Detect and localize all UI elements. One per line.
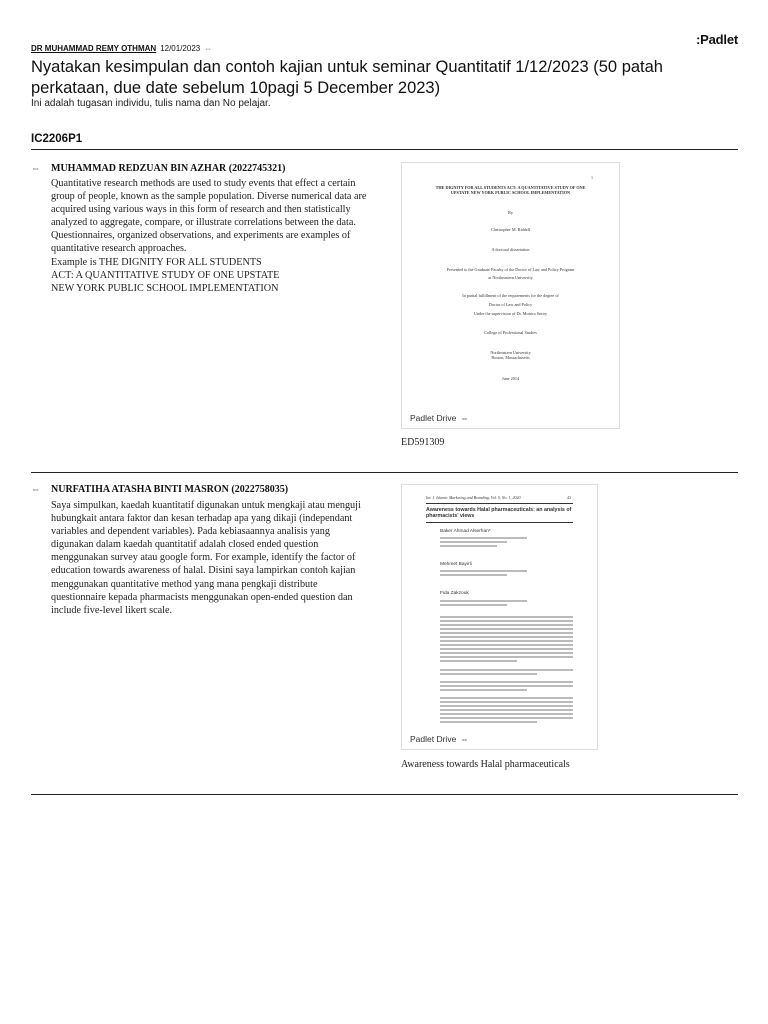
doc-author: Mehmet Bayirli	[440, 562, 472, 567]
doc-text-line	[440, 669, 573, 671]
doc-text-line	[440, 644, 573, 646]
post-divider	[31, 794, 738, 795]
padlet-drive-label[interactable]	[408, 733, 471, 745]
doc-text-line	[440, 541, 507, 543]
doc-line: June 2014	[501, 376, 520, 381]
doc-text-line	[440, 701, 573, 703]
doc-text-line	[440, 624, 573, 626]
post-date: 12/01/2023	[160, 44, 201, 53]
section-divider	[31, 149, 738, 150]
doc-line: Christopher M. Riddell	[491, 227, 530, 232]
doc-text-line	[440, 709, 573, 711]
doc-text-line	[440, 574, 507, 576]
post-card[interactable]	[31, 484, 738, 784]
doc-line: Boston, Massachusetts	[491, 355, 530, 360]
link-icon[interactable]: ⇔	[31, 484, 40, 494]
doc-text-line	[440, 721, 537, 723]
doc-line: A doctoral dissertation	[491, 247, 530, 252]
padlet-drive-label[interactable]	[408, 412, 471, 424]
post-meta	[31, 44, 212, 53]
link-icon: ⇔	[460, 734, 469, 744]
attachment-caption[interactable]: ED591309	[401, 437, 445, 448]
link-icon[interactable]: ⇔	[204, 44, 213, 53]
link-icon[interactable]: ⇔	[31, 163, 40, 173]
doc-line: THE DIGNITY FOR ALL STUDENTS ACT: A QUANTITATIVE STUDY OF ONE	[435, 185, 586, 190]
author-link[interactable]: DR MUHAMMAD REMY OTHMAN	[31, 44, 157, 53]
doc-rule	[426, 522, 573, 523]
drive-label: Padlet Drive	[410, 734, 457, 744]
document-thumbnail	[402, 485, 597, 749]
doc-text-line	[440, 620, 573, 622]
page-number: 43	[567, 495, 571, 500]
doc-line: Under the supervision of Dr. Monica Savoy	[473, 311, 548, 316]
doc-line: College of Professional Studies	[484, 330, 537, 335]
post-text: Quantitative research methods are used to study events that effect a certain group of people, known as the sample population. Diverse numerical data are acquired using various ways in this form of research and then statistically analyzed to aggregate, compare, or illustrate correlations between the data. Questionnaires, organized observations, and experiments are examples of quantitative research approaches.	[51, 178, 367, 255]
doc-text-line	[440, 640, 573, 642]
doc-text-line	[440, 713, 573, 715]
doc-text-line	[440, 656, 573, 658]
doc-rule	[426, 503, 573, 504]
doc-line: In partial fulfillment of the requirements for the degree of	[462, 293, 559, 298]
doc-text-line	[440, 685, 573, 687]
page-title: Nyatakan kesimpulan dan contoh kajian untuk seminar Quantitatif 1/12/2023 (50 patah perkataan, due date sebelum 10pagi 5 December 2023)	[31, 58, 663, 97]
post-divider	[31, 472, 738, 473]
doc-text-line	[440, 628, 573, 630]
drive-label: Padlet Drive	[410, 413, 457, 423]
doc-author: Fida Zakzouk	[440, 591, 469, 596]
doc-line: Doctor of Law and Policy	[488, 302, 533, 307]
doc-text-line	[440, 616, 573, 618]
post-text: Saya simpulkan, kaedah kuantitatif digunakan untuk mengkaji atau menguji hubungkait antara faktor dan kesan terhadap apa yang dikaji (independant variables and dependent variables). Pada kebiasaannya analisis yang digunakan dalam kaedah quantitatif adalah closed ended question menggunakan survey atau google form. For example, identify the factor of education towards awareness of halal. Disini saya lampirkan contoh kajian menggunakan quantitative method yang mana pengkaji distribute questionnaire kepada pharmacists menggunakan open-ended question dan include five-level likert scale.	[51, 500, 361, 616]
doc-text-line	[440, 600, 527, 602]
doc-line: UPSTATE NEW YORK PUBLIC SCHOOL IMPLEMENTATION	[450, 190, 571, 195]
doc-text-line	[440, 537, 527, 539]
post-heading: NURFATIHA ATASHA BINTI MASRON (2022758035)	[51, 484, 289, 495]
post-heading: MUHAMMAD REDZUAN BIN AZHAR (2022745321)	[51, 163, 286, 174]
doc-text-line	[440, 570, 527, 572]
doc-text-line	[440, 689, 527, 691]
post-card[interactable]	[31, 163, 738, 463]
doc-title: Awareness towards Halal pharmaceuticals: an analysis of pharmacists' views	[426, 507, 572, 519]
doc-text-line	[440, 604, 507, 606]
attachment-preview[interactable]	[401, 484, 598, 750]
page-number: 1	[591, 175, 593, 180]
document-thumbnail	[402, 163, 619, 428]
post-body	[51, 499, 369, 617]
post-example: Example is THE DIGNITY FOR ALL STUDENTS ACT: A QUANTITATIVE STUDY OF ONE UPSTATE NEW YORK PUBLIC SCHOOL IMPLEMENTATION	[51, 256, 280, 294]
doc-line: Northeastern University	[490, 350, 531, 355]
page-subtitle: Ini adalah tugasan individu, tulis nama dan No pelajar.	[31, 98, 271, 109]
doc-author: Baker Ahmad Alserhan*	[440, 529, 491, 534]
attachment-caption[interactable]: Awareness towards Halal pharmaceuticals	[401, 759, 570, 770]
doc-text-line	[440, 681, 573, 683]
link-icon: ⇔	[460, 413, 469, 423]
post-body	[51, 177, 369, 295]
doc-text-line	[440, 636, 573, 638]
doc-text-line	[440, 673, 537, 675]
doc-text-line	[440, 660, 517, 662]
attachment-preview[interactable]	[401, 162, 620, 429]
doc-line: By	[508, 210, 513, 215]
doc-text-line	[440, 648, 573, 650]
padlet-logo[interactable]: :Padlet	[696, 32, 738, 47]
doc-text-line	[440, 632, 573, 634]
doc-line: Presented to the Graduate Faculty of the Doctor of Law and Policy Program	[446, 267, 575, 272]
doc-text-line	[440, 545, 497, 547]
doc-text-line	[440, 697, 573, 699]
section-title: IC2206P1	[31, 133, 83, 145]
doc-text-line	[440, 652, 573, 654]
doc-line: at Northeastern University	[488, 275, 533, 280]
doc-text-line	[440, 717, 573, 719]
doc-text-line	[440, 705, 573, 707]
journal-header: Int. J. Islamic Marketing and Branding, Vol. 5, No. 1, 2020	[426, 495, 521, 500]
